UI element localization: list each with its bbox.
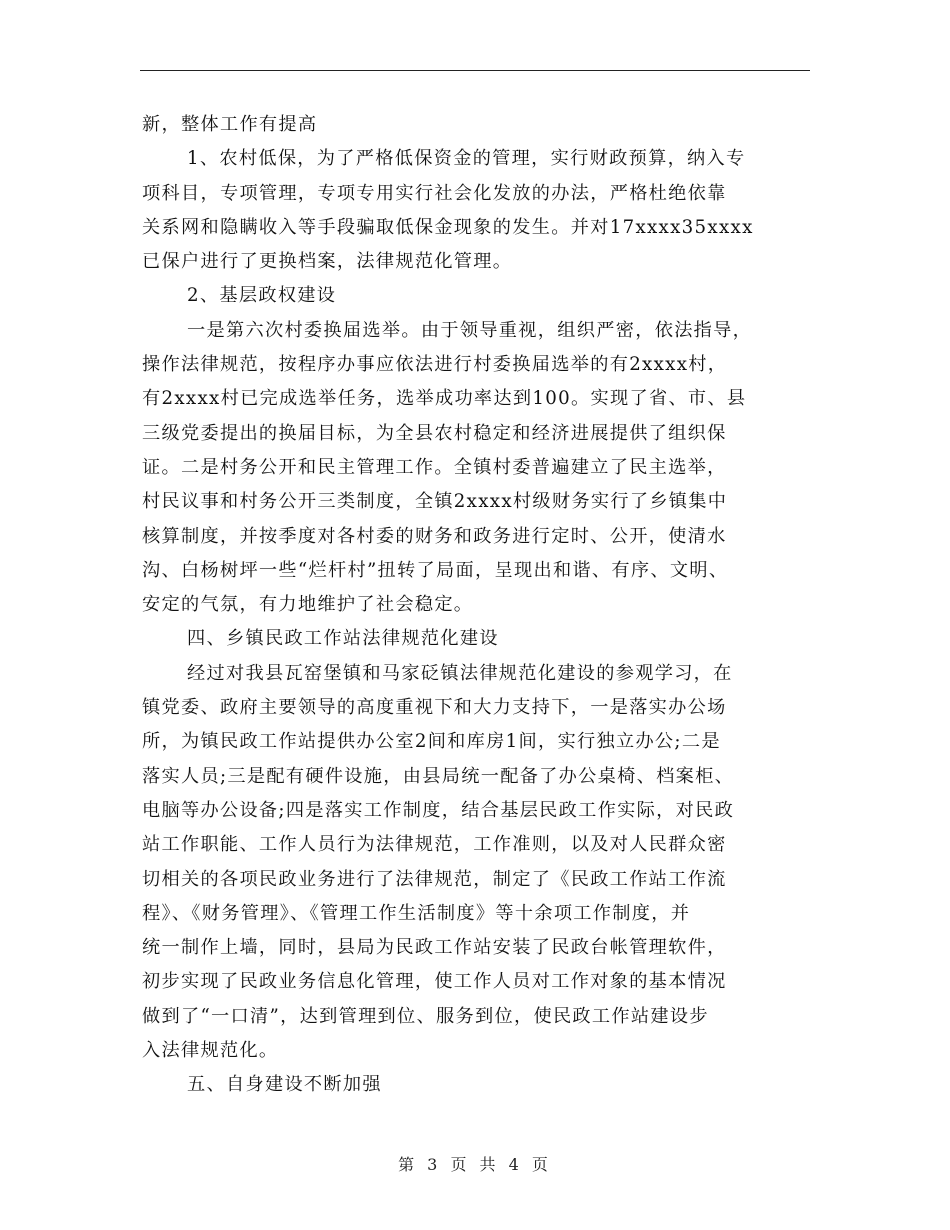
text-line: 有2xxxx村已完成选举任务，选举成功率达到100。实现了省、市、县 bbox=[142, 388, 747, 410]
text-line: 已保户进行了更换档案，法律规范化管理。 bbox=[142, 251, 513, 273]
text-line: 项科目，专项管理，专项专用实行社会化发放的办法，严格杜绝依靠 bbox=[142, 182, 727, 204]
text-line: 站工作职能、工作人员行为法律规范，工作准则，以及对人民群众密 bbox=[142, 834, 727, 856]
text-line: 村民议事和村务公开三类制度，全镇2xxxx村级财务实行了乡镇集中 bbox=[142, 491, 728, 513]
text-line: 2、基层政权建设 bbox=[187, 285, 337, 307]
document-body bbox=[142, 108, 812, 1103]
text-line: 做到了“一口清”，达到管理到位、服务到位，使民政工作站建设步 bbox=[142, 1005, 709, 1027]
text-line: 镇党委、政府主要领导的高度重视下和大力支持下，一是落实办公场 bbox=[142, 697, 727, 719]
text-line: 新，整体工作有提高 bbox=[142, 114, 318, 135]
page-footer: 第 3 页 共 4 页 bbox=[398, 1155, 552, 1174]
text-line: 统一制作上墙，同时，县局为民政工作站安装了民政台帐管理软件， bbox=[142, 937, 727, 959]
text-line: 三级党委提出的换届目标，为全县农村稳定和经济进展提供了组织保 bbox=[142, 422, 727, 444]
text-line: 经过对我县瓦窑堡镇和马家砭镇法律规范化建设的参观学习，在 bbox=[187, 662, 733, 684]
header-rule bbox=[140, 70, 810, 71]
text-line: 安定的气氛，有力地维护了社会稳定。 bbox=[142, 594, 474, 616]
text-line: 切相关的各项民政业务进行了法律规范，制定了《民政工作站工作流 bbox=[142, 868, 727, 890]
text-line: 关系网和隐瞒收入等手段骗取低保金现象的发生。并对17xxxx35xxxx bbox=[142, 216, 754, 238]
text-line: 核算制度，并按季度对各村委的财务和政务进行定时、公开，使清水 bbox=[142, 525, 727, 547]
text-line: 四、乡镇民政工作站法律规范化建设 bbox=[187, 628, 499, 650]
text-line: 1、农村低保，为了严格低保资金的管理，实行财政预算，纳入专 bbox=[187, 148, 746, 170]
text-line: 五、自身建设不断加强 bbox=[187, 1074, 382, 1096]
text-line: 入法律规范化。 bbox=[142, 1040, 279, 1062]
text-line: 操作法律规范，按程序办事应依法进行村委换届选举的有2xxxx村， bbox=[142, 354, 728, 376]
text-line: 电脑等办公设备;四是落实工作制度，结合基层民政工作实际，对民政 bbox=[142, 799, 735, 821]
text-line: 沟、白杨树坪一些“烂杆村”扭转了局面，呈现出和谐、有序、文明、 bbox=[142, 559, 729, 581]
text-line: 程》、《财务管理》、《管理工作生活制度》等十余项工作制度，并 bbox=[142, 902, 691, 924]
text-line: 所，为镇民政工作站提供办公室2间和库房1间，实行独立办公;二是 bbox=[142, 731, 721, 753]
text-line: 一是第六次村委换届选举。由于领导重视，组织严密，依法指导， bbox=[187, 319, 753, 341]
text-line: 落实人员;三是配有硬件设施，由县局统一配备了办公桌椅、档案柜、 bbox=[142, 765, 735, 787]
text-line: 证。二是村务公开和民主管理工作。全镇村委普遍建立了民主选举， bbox=[142, 456, 727, 478]
text-line: 初步实现了民政业务信息化管理，使工作人员对工作对象的基本情况 bbox=[142, 971, 727, 993]
